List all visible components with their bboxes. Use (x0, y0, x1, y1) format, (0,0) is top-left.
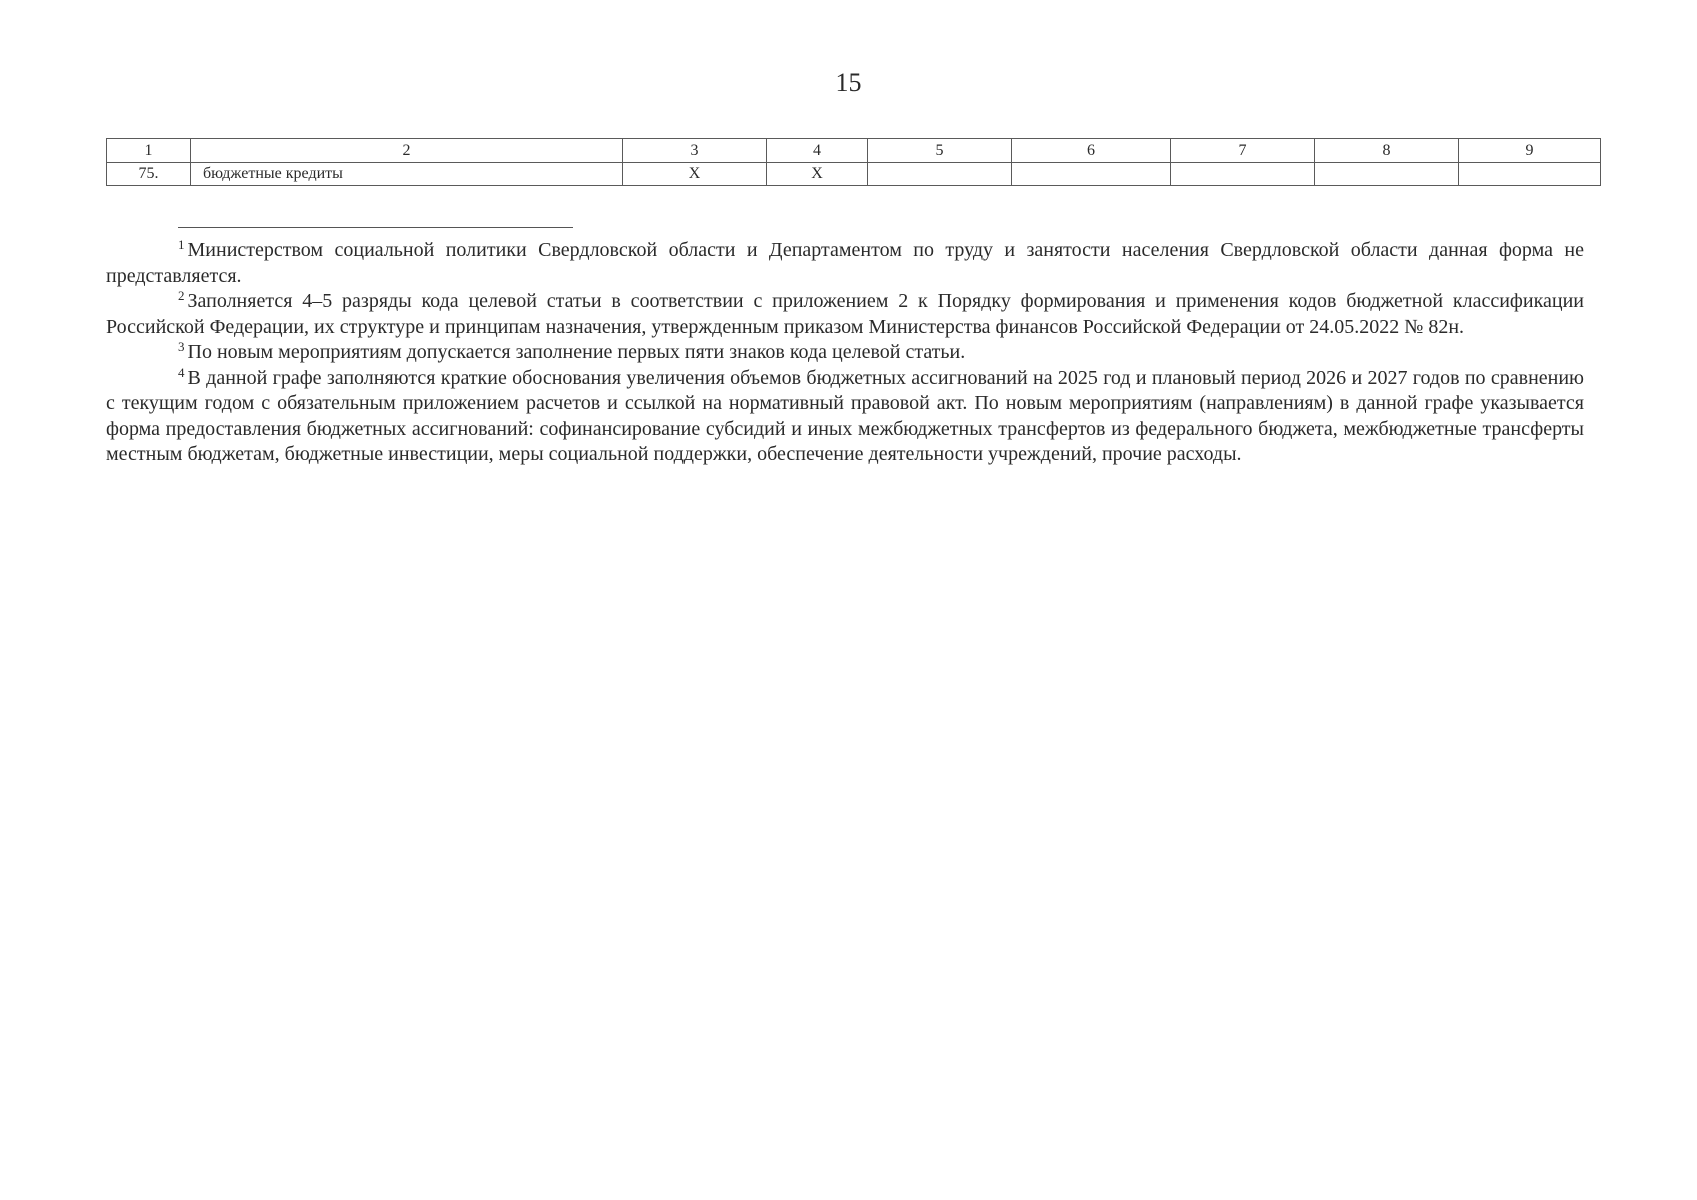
column-header: 2 (191, 139, 623, 163)
column-header: 1 (107, 139, 191, 163)
footnote (106, 340, 1584, 366)
footnote-marker: 1 (178, 237, 185, 252)
table-cell (1171, 163, 1315, 186)
footnotes (106, 238, 1584, 468)
table-cell: X (623, 163, 767, 186)
page-number: 15 (835, 68, 862, 97)
column-header: 3 (623, 139, 767, 163)
footnote-marker: 3 (178, 339, 185, 354)
table-row (107, 163, 1601, 186)
footnote-marker: 2 (178, 288, 185, 303)
footnote-separator (178, 227, 573, 228)
footnote-text: В данной графе заполняются краткие обоснования увеличения объемов бюджетных ассигнований на 2025 год и плановый период 2026 и 2027 годов по сравнению с текущим годом с обязательным приложением расчетов и ссылкой на нормативный правовой акт. По новым мероприятиям (направлениям) в данной графе указывается форма предоставления бюджетных ассигнований: софинансирование субсидий и иных межбюджетных трансфертов из федерального бюджета, межбюджетные трансферты местным бюджетам, бюджетные инвестиции, меры социальной поддержки, обеспечение деятельности учреждений, прочие расходы. (106, 366, 1584, 465)
budget-table (106, 138, 1601, 186)
footnote-text: Заполняется 4–5 разряды кода целевой статьи в соответствии с приложением 2 к Порядку формирования и применения кодов бюджетной классификации Российской Федерации, их структуре и принципам назначения, утвержденным приказом Министерства финансов Российской Федерации от 24.05.2022 № 82н. (106, 290, 1584, 338)
table-cell (1012, 163, 1171, 186)
table-cell-name: бюджетные кредиты (191, 163, 623, 186)
table-header-row (107, 139, 1601, 163)
column-header: 5 (868, 139, 1012, 163)
column-header: 7 (1171, 139, 1315, 163)
footnote (106, 238, 1584, 289)
footnote (106, 366, 1584, 468)
footnote-marker: 4 (178, 364, 185, 380)
footnote-text: По новым мероприятиям допускается заполнение первых пяти знаков кода целевой статьи. (187, 341, 966, 363)
column-header: 9 (1459, 139, 1601, 163)
table-cell (1459, 163, 1601, 186)
column-header: 4 (767, 139, 868, 163)
column-header: 8 (1315, 139, 1459, 163)
table-cell (868, 163, 1012, 186)
table-cell: X (767, 163, 868, 186)
footnote (106, 289, 1584, 340)
table-cell-row-number: 75. (107, 163, 191, 186)
table-cell (1315, 163, 1459, 186)
footnote-text: Министерством социальной политики Свердловской области и Департаментом по труду и занятости населения Свердловской области данная форма не представляется. (106, 239, 1584, 287)
column-header: 6 (1012, 139, 1171, 163)
